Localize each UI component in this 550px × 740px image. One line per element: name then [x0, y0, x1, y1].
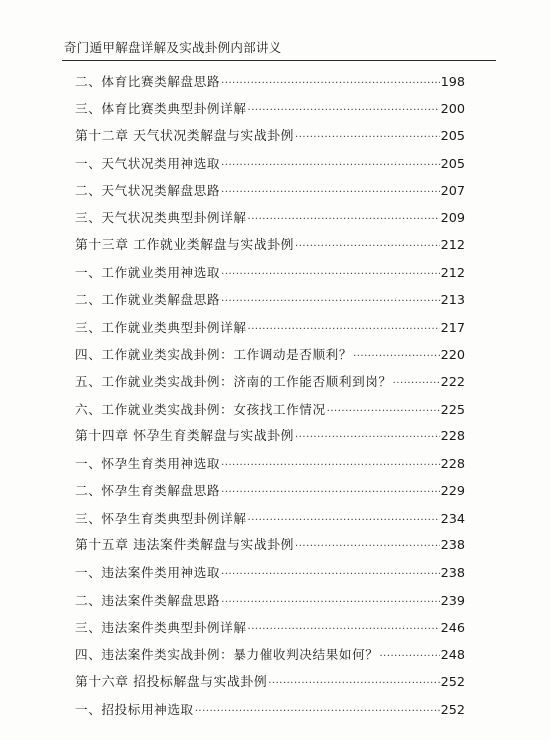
toc-entry-title: 四、工作就业类实战卦例：工作调动是否顺利？ — [75, 346, 353, 362]
toc-page-number: 205 — [440, 156, 465, 172]
toc-chapter-entry[interactable] — [75, 532, 465, 559]
toc-page-number: 238 — [440, 538, 465, 554]
toc-section-entry[interactable] — [75, 450, 465, 477]
toc-page-number: 239 — [440, 593, 465, 609]
toc-entry-title: 三、违法案件类典型卦例详解 — [75, 619, 247, 635]
dot-leader — [221, 261, 439, 288]
toc-page-number: 248 — [440, 648, 465, 664]
toc-section-entry[interactable] — [75, 150, 465, 177]
toc-entry-title: 三、体育比赛类典型卦例详解 — [75, 101, 247, 117]
dot-leader — [295, 424, 440, 451]
dot-leader — [295, 233, 440, 260]
toc-entry-title: 第十三章 工作就业类解盘与实战卦例 — [75, 237, 295, 253]
toc-page-number: 252 — [440, 702, 465, 718]
toc-entry-title: 一、工作就业类用神选取 — [75, 265, 221, 281]
toc-entry-title: 一、招投标用神选取 — [75, 701, 194, 717]
dot-leader — [248, 97, 440, 124]
toc-entry-title: 二、违法案件类解盘思路 — [75, 592, 221, 608]
toc-section-entry[interactable] — [75, 587, 465, 614]
toc-entry-title: 一、怀孕生育类用神选取 — [75, 456, 221, 472]
toc-chapter-entry[interactable] — [75, 423, 465, 450]
toc-section-entry[interactable] — [75, 696, 465, 723]
toc-page-number: 228 — [440, 428, 465, 444]
table-of-contents — [75, 68, 465, 723]
toc-page-number: 246 — [440, 620, 465, 636]
toc-page-number: 222 — [440, 375, 465, 391]
toc-page-number: 225 — [440, 402, 465, 418]
toc-entry-title: 一、天气状况类用神选取 — [75, 155, 221, 171]
toc-section-entry[interactable] — [75, 505, 465, 532]
toc-entry-title: 一、违法案件类用神选取 — [75, 565, 221, 581]
toc-page-number: 212 — [440, 237, 465, 253]
toc-page-number: 212 — [440, 266, 465, 282]
dot-leader — [327, 398, 440, 425]
toc-chapter-entry[interactable] — [75, 123, 465, 150]
toc-page-number: 252 — [440, 674, 465, 690]
toc-page-number: 217 — [440, 320, 465, 336]
dot-leader — [248, 316, 440, 343]
toc-section-entry[interactable] — [75, 177, 465, 204]
toc-section-entry[interactable] — [75, 95, 465, 122]
toc-page-number: 220 — [440, 347, 465, 363]
toc-section-entry[interactable] — [75, 368, 465, 395]
toc-section-entry[interactable] — [75, 314, 465, 341]
dot-leader — [221, 152, 439, 179]
toc-page-number: 207 — [440, 184, 465, 200]
dot-leader — [221, 70, 439, 97]
dot-leader — [195, 698, 440, 725]
toc-chapter-entry[interactable] — [75, 669, 465, 696]
toc-page-number: 213 — [440, 293, 465, 309]
toc-section-entry[interactable] — [75, 259, 465, 286]
dot-leader — [295, 533, 440, 560]
toc-chapter-entry[interactable] — [75, 232, 465, 259]
dot-leader — [379, 643, 439, 670]
running-header: 奇门遁甲解盘详解及实战卦例内部讲义 — [64, 40, 282, 55]
header-rule — [62, 60, 496, 61]
toc-page-number: 209 — [440, 211, 465, 227]
toc-section-entry[interactable] — [75, 341, 465, 368]
toc-section-entry[interactable] — [75, 204, 465, 231]
toc-section-entry[interactable] — [75, 286, 465, 313]
toc-section-entry[interactable] — [75, 396, 465, 423]
toc-page-number: 228 — [440, 457, 465, 473]
dot-leader — [221, 589, 439, 616]
toc-entry-title: 三、工作就业类典型卦例详解 — [75, 319, 247, 335]
toc-section-entry[interactable] — [75, 68, 465, 95]
dot-leader — [221, 179, 439, 206]
dot-leader — [353, 343, 439, 370]
toc-entry-title: 三、天气状况类典型卦例详解 — [75, 210, 247, 226]
dot-leader — [248, 507, 440, 534]
toc-entry-title: 三、怀孕生育类典型卦例详解 — [75, 510, 247, 526]
toc-entry-title: 第十二章 天气状况类解盘与实战卦例 — [75, 128, 295, 144]
toc-entry-title: 第十四章 怀孕生育类解盘与实战卦例 — [75, 428, 295, 444]
toc-page-number: 229 — [440, 484, 465, 500]
toc-entry-title: 二、体育比赛类解盘思路 — [75, 74, 221, 89]
toc-page-number: 198 — [440, 75, 465, 90]
dot-leader — [221, 561, 439, 588]
toc-page-number: 238 — [440, 566, 465, 582]
dot-leader — [248, 616, 440, 643]
dot-leader — [221, 452, 439, 479]
toc-entry-title: 二、天气状况类解盘思路 — [75, 183, 221, 199]
toc-page-number: 234 — [440, 511, 465, 527]
dot-leader — [221, 288, 439, 315]
toc-section-entry[interactable] — [75, 641, 465, 668]
dot-leader — [248, 206, 440, 233]
toc-page-number: 200 — [440, 102, 465, 118]
toc-section-entry[interactable] — [75, 477, 465, 504]
dot-leader — [295, 124, 440, 151]
toc-entry-title: 四、违法案件类实战卦例：暴力催收判决结果如何？ — [75, 647, 379, 663]
toc-section-entry[interactable] — [75, 559, 465, 586]
toc-entry-title: 第十六章 招投标解盘与实战卦例 — [75, 674, 268, 690]
dot-leader — [221, 479, 439, 506]
toc-entry-title: 第十五章 违法案件类解盘与实战卦例 — [75, 538, 295, 554]
toc-section-entry[interactable] — [75, 614, 465, 641]
toc-entry-title: 二、工作就业类解盘思路 — [75, 292, 221, 308]
dot-leader — [268, 670, 439, 697]
toc-entry-title: 二、怀孕生育类解盘思路 — [75, 483, 221, 499]
dot-leader — [393, 370, 440, 397]
toc-entry-title: 六、工作就业类实战卦例：女孩找工作情况 — [75, 401, 326, 417]
toc-page-number: 205 — [440, 128, 465, 144]
toc-entry-title: 五、工作就业类实战卦例：济南的工作能否顺利到岗？ — [75, 374, 392, 390]
